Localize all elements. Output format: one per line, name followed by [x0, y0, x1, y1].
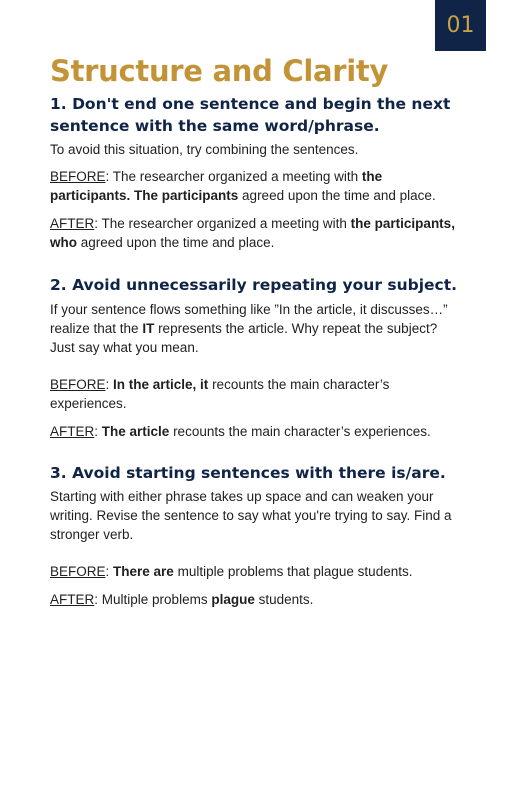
section-2 [50, 274, 460, 441]
before-label: BEFORE [50, 377, 106, 392]
highlight: the participants, who [50, 216, 455, 250]
section-heading: 3. Avoid starting sentences with there is/are. [50, 464, 446, 482]
after-example: AFTER: The researcher organized a meeting with the participants, who agreed upon the time and place. [50, 216, 455, 250]
section-heading: 1. Don't end one sentence and begin the next sentence with the same word/phrase. [50, 95, 451, 135]
after-label: AFTER [50, 424, 95, 439]
page-number-badge [435, 0, 486, 51]
section-intro: To avoid this situation, try combining the sentences. [50, 142, 359, 157]
after-label: AFTER [50, 216, 95, 231]
page-title: Structure and Clarity [50, 54, 389, 88]
section-heading: 2. Avoid unnecessarily repeating your subject. [50, 276, 458, 294]
highlight: the participants. The participants [50, 169, 383, 203]
before-example: BEFORE: The researcher organized a meeting with the participants. The participants agreed upon the time and place. [50, 169, 436, 203]
before-label: BEFORE [50, 564, 106, 579]
highlight: There are [113, 564, 174, 579]
highlight: The article [101, 424, 170, 439]
before-example: BEFORE: There are multiple problems that plague students. [50, 564, 413, 579]
section-1 [50, 93, 460, 252]
highlight: plague [211, 592, 255, 607]
before-example: BEFORE: In the article, it recounts the main character’s experiences. [50, 377, 390, 411]
after-label: AFTER [50, 592, 95, 607]
section-intro: If your sentence flows something like ”In the article, it discusses…” realize that the IT represents the article. Why repeat the subject? Just say what you mean. [50, 302, 448, 355]
after-example: AFTER: Multiple problems plague students. [50, 592, 314, 607]
section-3 [50, 462, 460, 609]
page-number: 01 [446, 13, 475, 38]
document-body [50, 52, 460, 609]
highlight: In the article, it [113, 377, 209, 392]
before-label: BEFORE [50, 169, 106, 184]
after-example: AFTER: The article recounts the main character’s experiences. [50, 424, 431, 439]
section-intro: Starting with either phrase takes up space and can weaken your writing. Revise the sentence to say what you're trying to say. Find a stronger verb. [50, 489, 452, 542]
